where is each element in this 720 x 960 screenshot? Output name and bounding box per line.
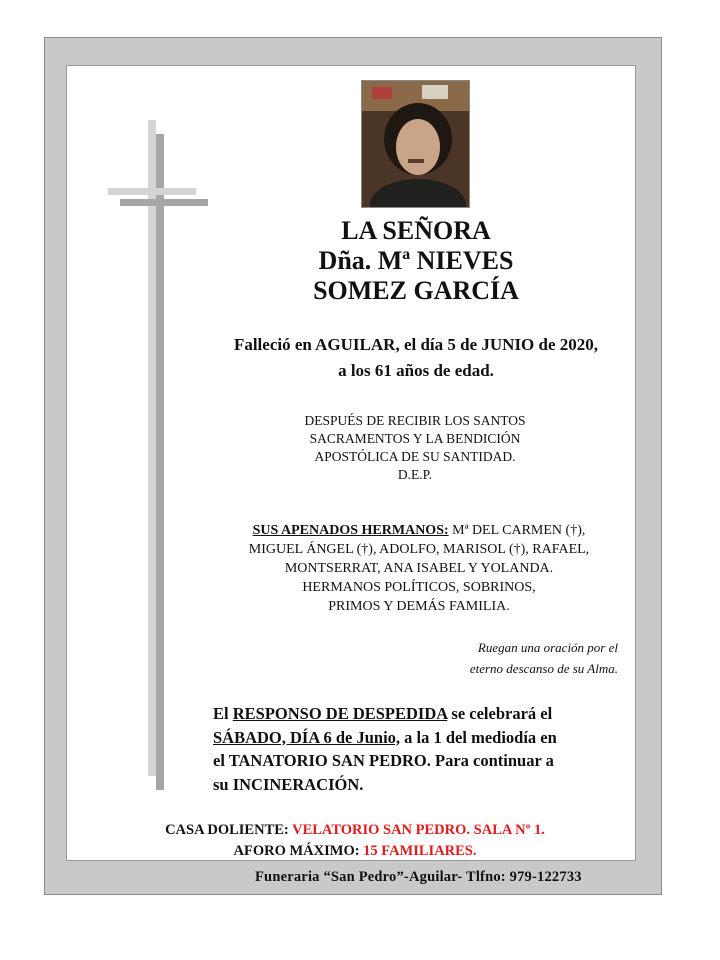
family-label: SUS APENADOS HERMANOS: (252, 523, 449, 538)
death-notice (196, 332, 636, 384)
heading-name: Dña. Mª NIEVES (318, 246, 514, 275)
death-age-line: a los 61 años de edad. (338, 361, 494, 380)
aforo-line (120, 841, 590, 862)
responso-time: a la 1 del mediodía en (400, 727, 557, 747)
portrait-photo (361, 80, 470, 208)
responso-title: RESPONSO DE DESPEDIDA (232, 704, 448, 723)
aforo-value: 15 FAMILIARES. (363, 843, 477, 859)
responso-section (213, 702, 633, 796)
responso-line (213, 702, 633, 726)
heading-title: LA SEÑORA (341, 216, 491, 245)
casa-label: CASA DOLIENTE: (165, 822, 293, 838)
death-date-line: Falleció en AGUILAR, el día 5 de JUNIO de 2020, (233, 335, 599, 354)
sacraments-text (250, 412, 580, 484)
heading-surname: SOMEZ GARCÍA (313, 276, 519, 305)
sacraments-line: APOSTÓLICA DE SU SANTIDAD. (314, 449, 516, 464)
funeral-home-footer: Funeraria “San Pedro”-Aguilar- Tlfno: 979-122733 (255, 869, 582, 885)
responso-line (213, 726, 633, 750)
cross-icon-horizontal-dark (120, 199, 208, 206)
portrait-image (362, 81, 470, 208)
sacraments-line: SACRAMENTOS Y LA BENDICIÓN (309, 431, 521, 446)
family-names: Mª DEL CARMEN (†), (448, 523, 586, 538)
aforo-label: AFORO MÁXIMO: (233, 843, 364, 859)
prayer-request (380, 637, 618, 679)
family-line: MIGUEL ÁNGEL (†), ADOLFO, MARISOL (†), RAFAEL, (248, 542, 590, 557)
cross-icon-vertical-dark (156, 134, 164, 790)
cross-icon-horizontal-light (108, 188, 196, 195)
family-line: HERMANOS POLÍTICOS, SOBRINOS, (302, 580, 536, 595)
responso-text: El (213, 704, 233, 723)
responso-text: se celebrará el (447, 704, 553, 723)
family-line (210, 521, 628, 540)
family-section (210, 521, 628, 616)
family-line: PRIMOS Y DEMÁS FAMILIA. (328, 599, 510, 614)
responso-line: su INCINERACIÓN. (213, 774, 364, 794)
cross-icon-vertical-light (148, 120, 156, 776)
deceased-heading (300, 216, 532, 306)
family-line: MONTSERRAT, ANA ISABEL Y YOLANDA. (284, 561, 554, 576)
responso-date: SÁBADO, DÍA 6 de Junio, (213, 727, 401, 747)
prayer-line: Ruegan una oración por el (477, 640, 618, 655)
responso-line: el TANATORIO SAN PEDRO. Para continuar a (213, 751, 554, 770)
sacraments-line: DESPUÉS DE RECIBIR LOS SANTOS (304, 413, 526, 428)
casa-doliente (120, 820, 590, 862)
prayer-line: eterno descanso de su Alma. (469, 661, 618, 676)
dep-line: D.E.P. (397, 467, 433, 482)
casa-value: VELATORIO SAN PEDRO. SALA Nº 1. (292, 822, 545, 838)
casa-line (120, 820, 590, 841)
